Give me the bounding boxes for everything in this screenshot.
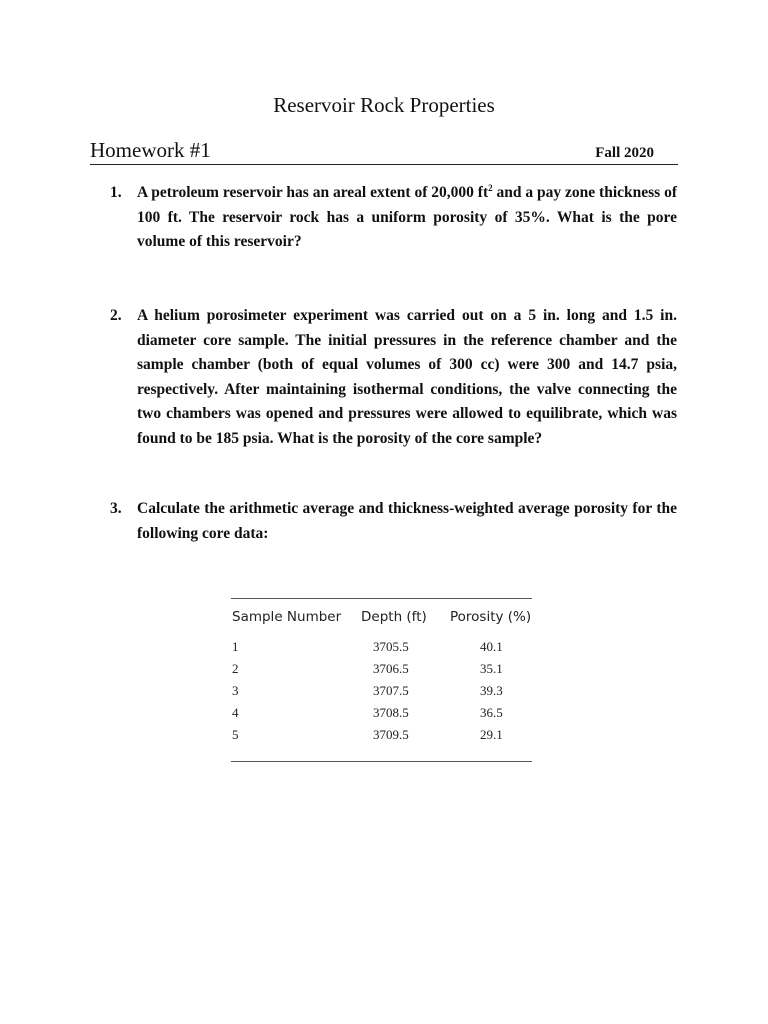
- question-number: 1.: [110, 184, 122, 201]
- table-cell: 3: [232, 683, 239, 698]
- question-text: A helium porosimeter experiment was carried out on a 5 in. long and 1.5 in. diameter core sample. The initial pressures in the reference chamber and the sample chamber (both of equal volumes of 300 cc) were 300 and 14.7 psia, respectively. After maintaining isothermal conditions, the valve connecting the two chambers was opened and pressures were allowed to equilibrate, which was found to be 185 psia. What is the porosity of the core sample?: [137, 307, 677, 447]
- column-header: Depth (ft): [361, 609, 427, 625]
- table-cell: 3709.5: [373, 727, 409, 742]
- table-cell: 3706.5: [373, 661, 409, 676]
- question-text-part: A petroleum reservoir has an areal extent of 20,000 ft: [137, 184, 489, 201]
- question-text: [137, 181, 677, 255]
- question-number: 2.: [110, 307, 122, 324]
- table-cell: 4: [232, 705, 239, 720]
- table-cell: 3708.5: [373, 705, 409, 720]
- table-cell: 39.3: [480, 683, 503, 698]
- question-2: [110, 304, 677, 452]
- column-header: Sample Number: [232, 609, 342, 625]
- homework-label: Homework #1: [90, 138, 211, 162]
- term-label: Fall 2020: [595, 145, 654, 161]
- question-1: [110, 181, 677, 255]
- header-row: [90, 140, 678, 165]
- question-text: Calculate the arithmetic average and thickness-weighted average porosity for the following core data:: [137, 500, 677, 542]
- table-cell: 40.1: [480, 639, 503, 654]
- table-cell: 3707.5: [373, 683, 409, 698]
- question-text-part: and a pay zone thickness of 100 ft. The reservoir rock has a uniform porosity of 35%. What is the pore volume of this reservoir?: [137, 184, 677, 251]
- table-cell: 29.1: [480, 727, 503, 742]
- table-cell: 1: [232, 639, 239, 654]
- table-cell: 3705.5: [373, 639, 409, 654]
- core-data-table: [231, 598, 532, 762]
- table-cell: 5: [232, 727, 239, 742]
- superscript: 2: [488, 183, 493, 193]
- question-3: [110, 497, 677, 546]
- question-number: 3.: [110, 500, 122, 517]
- column-header: Porosity (%): [450, 609, 532, 625]
- table-cell: 36.5: [480, 705, 503, 720]
- table-cell: 35.1: [480, 661, 503, 676]
- table-cell: 2: [232, 661, 239, 676]
- document-title: Reservoir Rock Properties: [273, 93, 495, 117]
